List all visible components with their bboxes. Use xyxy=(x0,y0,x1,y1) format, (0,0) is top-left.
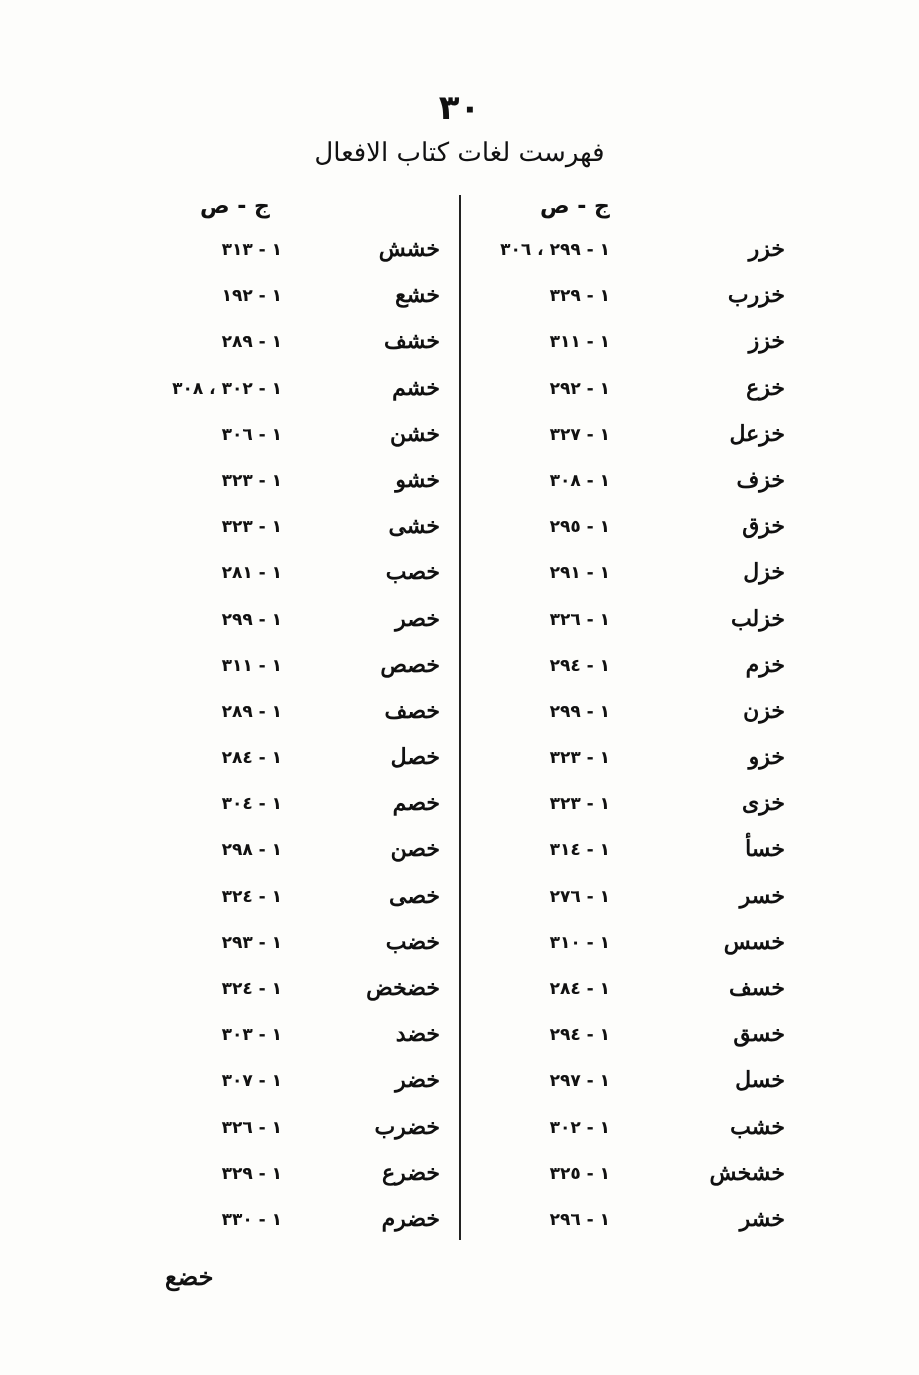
entry-reference: ١ - ٢٩٥ xyxy=(549,517,610,538)
entry-word: خشش xyxy=(378,236,440,262)
entry-word: خشب xyxy=(730,1113,785,1140)
entry-word: خصم xyxy=(392,790,440,817)
index-entry xyxy=(130,324,460,370)
entry-word: خزلب xyxy=(730,605,785,632)
index-entry xyxy=(130,371,460,417)
entry-reference: ١ - ٢٨٩ xyxy=(221,332,282,353)
index-entry xyxy=(130,1202,460,1248)
entry-word: خشى xyxy=(388,513,440,540)
entry-reference: ١ - ٣٢٦ xyxy=(549,609,610,630)
index-entry xyxy=(130,648,460,694)
index-entry xyxy=(465,1063,905,1109)
entry-reference: ١ - ٢٨١ xyxy=(221,563,282,584)
entry-reference: ١ - ٣١٤ xyxy=(549,840,610,861)
entry-word: خزر xyxy=(748,236,785,262)
entry-reference: ١ - ٢٩٤ xyxy=(549,1025,610,1046)
entry-reference: ١ - ٢٩١ xyxy=(549,563,610,584)
index-entry xyxy=(465,879,905,925)
entry-reference: ١ - ٣٢٩ xyxy=(549,286,610,307)
entry-reference: ١ - ٢٨٤ xyxy=(549,979,610,999)
index-entry xyxy=(465,1017,905,1063)
entry-reference: ١ - ٢٩٢ xyxy=(549,378,610,399)
entry-reference: ١ - ٣٢٧ xyxy=(549,424,610,445)
entry-reference: ١ - ٢٩٤ xyxy=(549,655,610,676)
index-entry xyxy=(130,417,460,463)
index-entry xyxy=(465,232,905,278)
entry-reference: ١ - ٣٢٣ xyxy=(549,748,610,769)
entry-reference: ١ - ٢٨٤ xyxy=(221,748,282,769)
index-entry xyxy=(130,232,460,278)
entry-word: خزعل xyxy=(729,420,785,447)
index-entry xyxy=(130,555,460,601)
index-entry xyxy=(465,786,905,832)
entry-word: خضر xyxy=(395,1067,440,1094)
entry-word: خشخش xyxy=(709,1159,785,1186)
entry-word: خضرب xyxy=(374,1113,440,1140)
index-entry xyxy=(465,463,905,509)
index-entry xyxy=(130,694,460,740)
index-entry xyxy=(465,694,905,740)
entry-reference: ١ - ٣٢٦ xyxy=(221,1117,282,1138)
index-entry xyxy=(465,278,905,324)
entry-word: خشن xyxy=(390,420,440,447)
entry-reference: ١ - ١٩٢ xyxy=(221,286,282,307)
entry-reference: ١ - ٢٩٨ xyxy=(221,840,282,861)
index-entry xyxy=(130,1110,460,1156)
index-entry xyxy=(465,971,905,1017)
entry-word: خزق xyxy=(742,513,785,540)
entry-word: خشو xyxy=(395,466,440,493)
index-entry xyxy=(130,971,460,1017)
index-entry xyxy=(465,324,905,370)
index-entry xyxy=(465,602,905,648)
entry-reference: ١ - ٣٢٣ xyxy=(221,517,282,538)
entry-word: خزرب xyxy=(727,282,785,309)
entry-word: خزم xyxy=(745,651,785,678)
entry-word: خضرم xyxy=(381,1205,440,1232)
entry-reference: ١ - ٣٠٤ xyxy=(221,794,282,815)
entry-word: خصن xyxy=(390,836,440,863)
entry-reference: ١ - ٣٠٧ xyxy=(221,1071,282,1092)
index-column-left xyxy=(130,232,460,1248)
entry-word: خصر xyxy=(395,605,440,632)
entry-word: خضد xyxy=(395,1021,440,1048)
entry-word: خصف xyxy=(384,697,440,724)
entry-word: خشر xyxy=(739,1205,785,1232)
entry-word: خصى xyxy=(388,882,440,909)
entry-word: خسق xyxy=(733,1021,785,1048)
entry-reference: ١ - ٢٩٩ xyxy=(221,609,282,630)
entry-reference: ١ - ٣٢٩ xyxy=(221,1163,282,1184)
index-entry xyxy=(130,925,460,971)
entry-word: خصص xyxy=(380,651,440,678)
index-entry xyxy=(465,1202,905,1248)
entry-reference: ١ - ٣١٠ xyxy=(549,932,610,953)
page-number: ٣٠ xyxy=(438,88,481,128)
entry-word: خزن xyxy=(743,697,785,724)
index-entry xyxy=(465,1110,905,1156)
index-entry xyxy=(465,509,905,555)
entry-reference: ١ - ٣١٣ xyxy=(221,240,282,260)
entry-word: خسف xyxy=(729,975,785,1001)
entry-word: خزى xyxy=(742,790,785,817)
index-entry xyxy=(465,371,905,417)
index-entry xyxy=(465,648,905,694)
entry-word: خزف xyxy=(736,466,785,493)
index-entry xyxy=(130,602,460,648)
index-entry xyxy=(130,463,460,509)
catchword: خضع xyxy=(165,1262,214,1291)
index-entry xyxy=(130,278,460,324)
index-column-right xyxy=(465,232,905,1248)
entry-reference: ١ - ٣٠٢ ، ٣٠٨ xyxy=(172,378,282,399)
column-header-right: ج - ص xyxy=(540,194,610,219)
entry-word: خصل xyxy=(390,744,440,771)
entry-word: خشم xyxy=(392,374,440,401)
index-entry xyxy=(465,555,905,601)
entry-word: خشف xyxy=(384,328,440,355)
column-header-left: ج - ص xyxy=(200,194,270,219)
index-entry xyxy=(130,740,460,786)
entry-reference: ١ - ٢٧٦ xyxy=(549,886,610,907)
index-entry xyxy=(130,879,460,925)
entry-word: خضرع xyxy=(382,1159,440,1186)
entry-word: خضخض xyxy=(366,975,440,1001)
index-entry xyxy=(465,740,905,786)
entry-reference: ١ - ٣١١ xyxy=(221,655,282,676)
entry-reference: ١ - ٣٠٨ xyxy=(549,470,610,491)
entry-reference: ١ - ٣٠٣ xyxy=(221,1025,282,1046)
index-entry xyxy=(465,925,905,971)
entry-word: خسس xyxy=(723,928,785,955)
entry-reference: ١ - ٣٠٢ xyxy=(549,1117,610,1138)
entry-reference: ١ - ٢٩٩ ، ٣٠٦ xyxy=(500,240,610,260)
index-entry xyxy=(465,1156,905,1202)
entry-word: خشع xyxy=(395,282,440,309)
entry-reference: ١ - ٣٢٤ xyxy=(221,886,282,907)
index-entry xyxy=(130,1063,460,1109)
entry-reference: ١ - ٢٩٦ xyxy=(549,1209,610,1230)
index-entry xyxy=(465,417,905,463)
entry-reference: ١ - ٣٢٣ xyxy=(221,470,282,491)
index-entry xyxy=(130,832,460,878)
entry-reference: ١ - ٣٣٠ xyxy=(221,1209,282,1230)
entry-reference: ١ - ٢٩٣ xyxy=(221,932,282,953)
index-entry xyxy=(130,1017,460,1063)
entry-reference: ١ - ٢٨٩ xyxy=(221,701,282,722)
entry-reference: ١ - ٣٢٤ xyxy=(221,979,282,999)
entry-word: خصب xyxy=(385,559,440,586)
entry-reference: ١ - ٣٢٣ xyxy=(549,794,610,815)
page-title: فهرست لغات كتاب الافعال xyxy=(314,138,605,168)
index-entry xyxy=(465,832,905,878)
entry-reference: ١ - ٣٠٦ xyxy=(221,424,282,445)
entry-reference: ١ - ٣٢٥ xyxy=(549,1163,610,1184)
entry-word: خسر xyxy=(739,882,785,909)
entry-word: خسأ xyxy=(745,836,785,863)
entry-word: خضب xyxy=(385,928,440,955)
index-entry xyxy=(130,786,460,832)
entry-reference: ١ - ٣١١ xyxy=(549,332,610,353)
entry-reference: ١ - ٢٩٩ xyxy=(549,701,610,722)
entry-word: خزز xyxy=(748,328,785,355)
entry-word: خزل xyxy=(743,559,785,586)
entry-word: خزع xyxy=(746,374,785,401)
index-entry xyxy=(130,509,460,555)
entry-word: خزو xyxy=(748,744,785,771)
entry-reference: ١ - ٢٩٧ xyxy=(549,1071,610,1092)
index-entry xyxy=(130,1156,460,1202)
entry-word: خسل xyxy=(735,1067,785,1094)
